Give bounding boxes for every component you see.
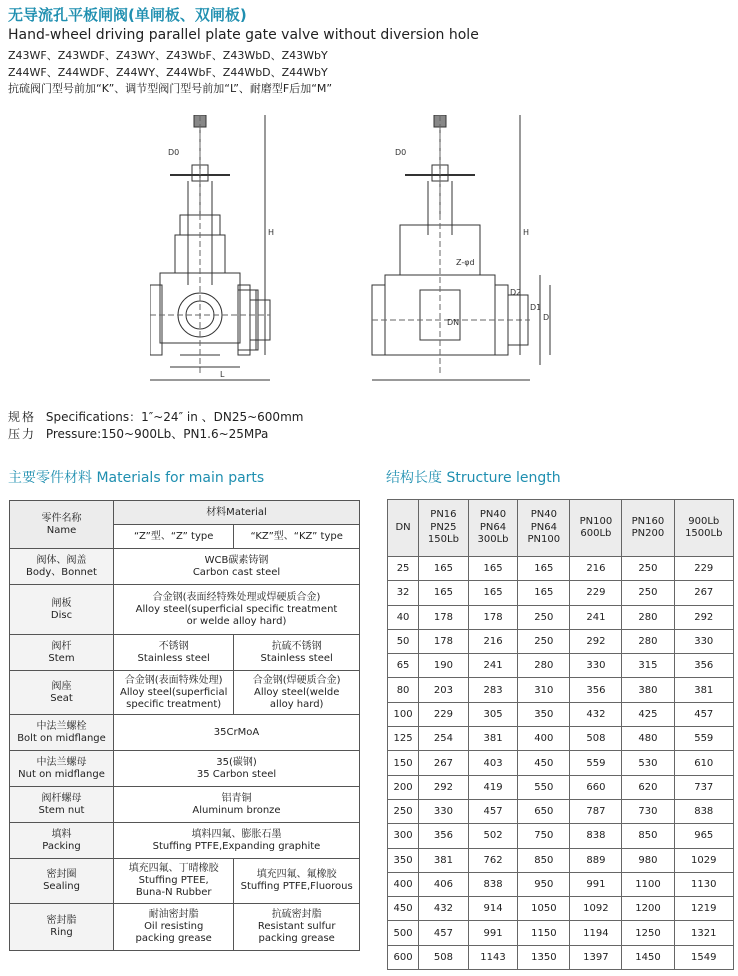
structure-cell: 850 — [518, 848, 570, 872]
structure-cell: 889 — [570, 848, 622, 872]
material-row — [10, 859, 360, 904]
structure-row — [388, 678, 734, 702]
structure-cell: 283 — [468, 678, 518, 702]
structure-cell: 1130 — [674, 872, 734, 896]
structure-cell: 432 — [419, 897, 469, 921]
material-value: 填料四氟、膨胀石墨 Stuffing PTFE,Expanding graphite — [114, 823, 360, 859]
material-value-kz: 合金钢(焊硬质合金) Alloy steel(welde alloy hard) — [234, 671, 360, 715]
structure-row — [388, 557, 734, 581]
structure-cell: 356 — [570, 678, 622, 702]
structure-row — [388, 897, 734, 921]
structure-row — [388, 775, 734, 799]
materials-title: 主要零件材料 Materials for main parts — [8, 470, 265, 486]
material-row — [10, 715, 360, 751]
material-row — [10, 549, 360, 585]
structure-cell: 305 — [468, 702, 518, 726]
structure-cell: 838 — [468, 872, 518, 896]
structure-cell: 1350 — [518, 945, 570, 969]
structure-cell: 80 — [388, 678, 419, 702]
header-material: 材料Material — [114, 501, 360, 525]
structure-cell: 1219 — [674, 897, 734, 921]
structure-cell: 419 — [468, 775, 518, 799]
label-dn: DN — [447, 318, 460, 327]
header-type-z: “Z”型、“Z” type — [114, 525, 234, 549]
structure-cell: 457 — [674, 702, 734, 726]
spec-line — [8, 408, 303, 425]
structure-cell: 300 — [388, 824, 419, 848]
structure-row — [388, 727, 734, 751]
materials-table — [9, 500, 360, 951]
structure-cell: 620 — [622, 775, 674, 799]
structure-row — [388, 654, 734, 678]
label-z: Z-φd — [456, 258, 475, 267]
material-row — [10, 671, 360, 715]
structure-cell: 1150 — [518, 921, 570, 945]
structure-cell: 330 — [419, 799, 469, 823]
material-part-name: 密封脂 Ring — [10, 904, 114, 951]
material-part-name: 阀杆螺母 Stem nut — [10, 787, 114, 823]
structure-cell: 280 — [518, 654, 570, 678]
structure-row — [388, 702, 734, 726]
material-value-z: 耐油密封脂 Oil resisting packing grease — [114, 904, 234, 951]
structure-cell: 250 — [622, 581, 674, 605]
structure-cell: 381 — [674, 678, 734, 702]
structure-table — [387, 499, 734, 970]
structure-cell: 508 — [570, 727, 622, 751]
structure-cell: 850 — [622, 824, 674, 848]
material-row — [10, 635, 360, 671]
structure-cell: 500 — [388, 921, 419, 945]
structure-cell: 750 — [518, 824, 570, 848]
structure-row — [388, 751, 734, 775]
material-value: 合金钢(表面经特殊处理或焊硬质合金) Alloy steel(superficial specific treatment or welde alloy hard) — [114, 585, 360, 635]
material-value-kz: 填充四氟、氟橡胶 Stuffing PTFE,Fluorous — [234, 859, 360, 904]
label-d0-right: D0 — [395, 148, 407, 157]
models-line-1: Z43WF、Z43WDF、Z43WY、Z43WbF、Z43WbD、Z43WbY — [8, 49, 328, 62]
structure-cell: 267 — [674, 581, 734, 605]
structure-cell: 838 — [570, 824, 622, 848]
structure-cell: 980 — [622, 848, 674, 872]
structure-cell: 292 — [570, 629, 622, 653]
structure-cell: 292 — [419, 775, 469, 799]
structure-cell: 315 — [622, 654, 674, 678]
structure-cell: 432 — [570, 702, 622, 726]
label-d0-left: D0 — [168, 148, 180, 157]
structure-cell: 216 — [468, 629, 518, 653]
structure-cell: 457 — [419, 921, 469, 945]
pressure-label: 压力 — [8, 427, 37, 441]
structure-cell: 1450 — [622, 945, 674, 969]
title-en: Hand-wheel driving parallel plate gate valve without diversion hole — [8, 27, 479, 43]
valve-drawing — [150, 115, 570, 400]
structure-cell: 950 — [518, 872, 570, 896]
pressure-value: Pressure:150~900Lb、PN1.6~25MPa — [45, 427, 269, 441]
structure-row — [388, 872, 734, 896]
structure-cell: 356 — [419, 824, 469, 848]
structure-cell: 292 — [674, 605, 734, 629]
material-row — [10, 904, 360, 951]
label-h-left: H — [268, 228, 275, 237]
structure-cell: 165 — [518, 581, 570, 605]
structure-column-header: DN — [388, 500, 419, 557]
structure-cell: 229 — [674, 557, 734, 581]
structure-cell: 229 — [570, 581, 622, 605]
structure-column-header: PN160 PN200 — [622, 500, 674, 557]
structure-cell: 787 — [570, 799, 622, 823]
structure-cell: 1321 — [674, 921, 734, 945]
material-value: 35CrMoA — [114, 715, 360, 751]
material-value-z: 合金钢(表面特殊处理) Alloy steel(superficial specific treatment) — [114, 671, 234, 715]
structure-cell: 254 — [419, 727, 469, 751]
structure-cell: 991 — [570, 872, 622, 896]
structure-row — [388, 629, 734, 653]
structure-cell: 380 — [622, 678, 674, 702]
structure-cell: 1397 — [570, 945, 622, 969]
material-part-name: 阀体、阀盖 Body、Bonnet — [10, 549, 114, 585]
material-value-kz: 抗硫不锈钢 Stainless steel — [234, 635, 360, 671]
structure-row — [388, 945, 734, 969]
material-part-name: 中法兰螺栓 Bolt on midflange — [10, 715, 114, 751]
structure-cell: 250 — [622, 557, 674, 581]
structure-cell: 165 — [419, 581, 469, 605]
material-value-z: 填充四氟、丁晴橡胶 Stuffing PTEE, Buna-N Rubber — [114, 859, 234, 904]
structure-cell: 1100 — [622, 872, 674, 896]
structure-cell: 216 — [570, 557, 622, 581]
material-row — [10, 823, 360, 859]
material-value: 铝青铜 Aluminum bronze — [114, 787, 360, 823]
structure-cell: 150 — [388, 751, 419, 775]
material-part-name: 阀杆 Stem — [10, 635, 114, 671]
structure-cell: 660 — [570, 775, 622, 799]
structure-cell: 1194 — [570, 921, 622, 945]
structure-cell: 203 — [419, 678, 469, 702]
structure-cell: 559 — [570, 751, 622, 775]
structure-row — [388, 799, 734, 823]
structure-cell: 178 — [419, 629, 469, 653]
material-part-name: 闸板 Disc — [10, 585, 114, 635]
structure-cell: 1029 — [674, 848, 734, 872]
structure-cell: 1050 — [518, 897, 570, 921]
structure-cell: 241 — [468, 654, 518, 678]
structure-cell: 229 — [419, 702, 469, 726]
material-row — [10, 585, 360, 635]
structure-cell: 310 — [518, 678, 570, 702]
structure-column-header: PN16 PN25 150Lb — [419, 500, 469, 557]
structure-cell: 356 — [674, 654, 734, 678]
model-note: 抗硫阀门型号前加“K”、调节型阀门型号前加“L”、耐磨型F后加“M” — [8, 82, 333, 95]
structure-cell: 330 — [570, 654, 622, 678]
structure-cell: 165 — [468, 581, 518, 605]
structure-cell: 250 — [388, 799, 419, 823]
structure-cell: 550 — [518, 775, 570, 799]
structure-column-header: PN40 PN64 300Lb — [468, 500, 518, 557]
structure-cell: 381 — [468, 727, 518, 751]
structure-cell: 450 — [518, 751, 570, 775]
structure-cell: 125 — [388, 727, 419, 751]
structure-cell: 50 — [388, 629, 419, 653]
material-part-name: 中法兰螺母 Nut on midflange — [10, 751, 114, 787]
structure-row — [388, 605, 734, 629]
structure-cell: 400 — [518, 727, 570, 751]
structure-row — [388, 848, 734, 872]
structure-cell: 530 — [622, 751, 674, 775]
structure-cell: 1092 — [570, 897, 622, 921]
material-part-name: 密封圈 Sealing — [10, 859, 114, 904]
structure-cell: 403 — [468, 751, 518, 775]
structure-cell: 165 — [518, 557, 570, 581]
structure-cell: 280 — [622, 605, 674, 629]
label-d: D — [543, 313, 550, 322]
structure-cell: 600 — [388, 945, 419, 969]
structure-cell: 330 — [674, 629, 734, 653]
label-d1: D1 — [530, 303, 542, 312]
structure-cell: 991 — [468, 921, 518, 945]
structure-cell: 65 — [388, 654, 419, 678]
structure-cell: 762 — [468, 848, 518, 872]
label-d2: D2 — [510, 288, 522, 297]
material-part-name: 阀座 Seat — [10, 671, 114, 715]
structure-cell: 178 — [468, 605, 518, 629]
structure-cell: 457 — [468, 799, 518, 823]
structure-cell: 425 — [622, 702, 674, 726]
header-type-kz: “KZ”型、“KZ” type — [234, 525, 360, 549]
structure-cell: 381 — [419, 848, 469, 872]
structure-cell: 267 — [419, 751, 469, 775]
material-row — [10, 751, 360, 787]
structure-cell: 610 — [674, 751, 734, 775]
structure-column-header: PN100 600Lb — [570, 500, 622, 557]
structure-column-header: PN40 PN64 PN100 — [518, 500, 570, 557]
structure-cell: 400 — [388, 872, 419, 896]
structure-cell: 1250 — [622, 921, 674, 945]
spec-label: 规格 — [8, 410, 37, 424]
structure-cell: 100 — [388, 702, 419, 726]
structure-cell: 280 — [622, 629, 674, 653]
structure-row — [388, 581, 734, 605]
structure-cell: 241 — [570, 605, 622, 629]
structure-row — [388, 921, 734, 945]
material-value: 35(碳钢) 35 Carbon steel — [114, 751, 360, 787]
structure-cell: 650 — [518, 799, 570, 823]
structure-cell: 1549 — [674, 945, 734, 969]
structure-cell: 450 — [388, 897, 419, 921]
structure-cell: 178 — [419, 605, 469, 629]
structure-cell: 1200 — [622, 897, 674, 921]
structure-cell: 406 — [419, 872, 469, 896]
structure-cell: 737 — [674, 775, 734, 799]
structure-cell: 40 — [388, 605, 419, 629]
material-value-z: 不锈钢 Stainless steel — [114, 635, 234, 671]
structure-cell: 32 — [388, 581, 419, 605]
structure-cell: 1143 — [468, 945, 518, 969]
pressure-line — [8, 425, 268, 442]
structure-cell: 730 — [622, 799, 674, 823]
structure-cell: 200 — [388, 775, 419, 799]
material-part-name: 填料 Packing — [10, 823, 114, 859]
title-cn: 无导流孔平板闸阀(单闸板、双闸板) — [8, 6, 247, 24]
models-line-2: Z44WF、Z44WDF、Z44WY、Z44WbF、Z44WbD、Z44WbY — [8, 66, 328, 79]
material-row — [10, 787, 360, 823]
structure-cell: 190 — [419, 654, 469, 678]
structure-cell: 480 — [622, 727, 674, 751]
structure-cell: 838 — [674, 799, 734, 823]
structure-column-header: 900Lb 1500Lb — [674, 500, 734, 557]
structure-row — [388, 824, 734, 848]
structure-cell: 559 — [674, 727, 734, 751]
header-part: 零件名称 Name — [10, 501, 114, 549]
material-value-kz: 抗硫密封脂 Resistant sulfur packing grease — [234, 904, 360, 951]
structure-cell: 25 — [388, 557, 419, 581]
structure-cell: 508 — [419, 945, 469, 969]
structure-cell: 350 — [518, 702, 570, 726]
structure-cell: 250 — [518, 629, 570, 653]
structure-cell: 165 — [468, 557, 518, 581]
structure-cell: 350 — [388, 848, 419, 872]
label-l-left: L — [220, 370, 225, 379]
structure-cell: 250 — [518, 605, 570, 629]
structure-title: 结构长度 Structure length — [386, 470, 561, 486]
structure-cell: 914 — [468, 897, 518, 921]
label-h-right: H — [523, 228, 530, 237]
structure-cell: 165 — [419, 557, 469, 581]
structure-cell: 502 — [468, 824, 518, 848]
material-value: WCB碳素铸钢 Carbon cast steel — [114, 549, 360, 585]
spec-value: Specifications：1″~24″ in 、DN25~600mm — [45, 410, 304, 424]
structure-cell: 965 — [674, 824, 734, 848]
